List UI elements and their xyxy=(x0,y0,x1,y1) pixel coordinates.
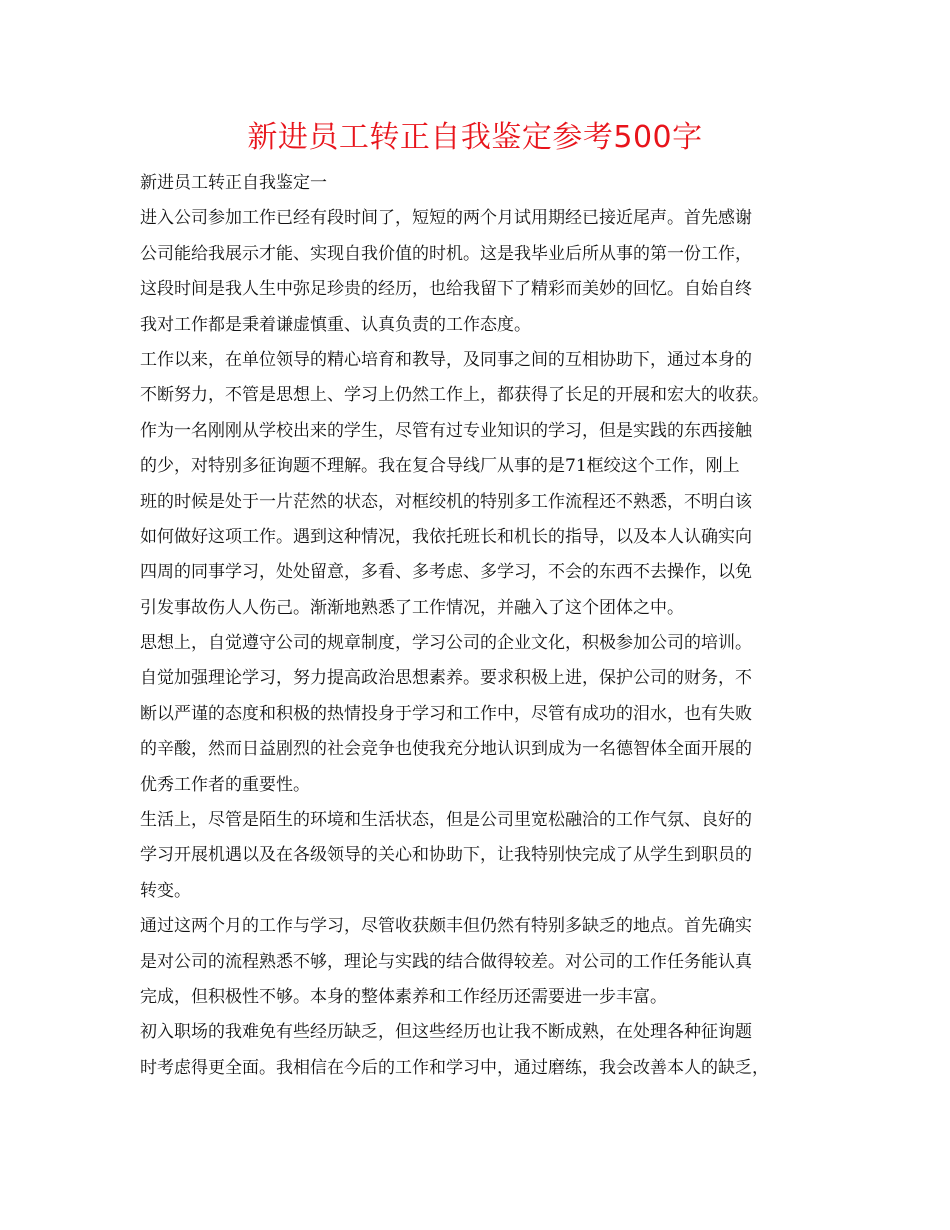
body-line: 通过这两个月的工作与学习，尽管收获颇丰但仍然有特别多缺乏的地点。首先确实 xyxy=(140,916,752,937)
body-line: 自觉加强理论学习，努力提高政治思想素养。要求积极上进，保护公司的财务，不 xyxy=(140,668,752,689)
body-line: 新进员工转正自我鉴定一 xyxy=(140,173,327,193)
body-line: 如何做好这项工作。遇到这种情况，我依托班长和机长的指导，以及本人认确实向 xyxy=(140,526,752,547)
body-line: 的少，对特别多征询题不理解。我在复合导线厂从事的是71框绞这个工作，刚上 xyxy=(140,456,740,477)
body-line: 时考虑得更全面。我相信在今后的工作和学习中，通过磨练，我会改善本人的缺乏， xyxy=(140,1057,769,1078)
body-line: 这段时间是我人生中弥足珍贵的经历，也给我留下了精彩而美妙的回忆。自始自终 xyxy=(140,279,752,300)
body-line: 断以严谨的态度和积极的热情投身于学习和工作中，尽管有成功的泪水，也有失败 xyxy=(140,703,752,724)
body-line: 思想上，自觉遵守公司的规章制度，学习公司的企业文化，积极参加公司的培训。 xyxy=(140,633,752,654)
body-line: 的辛酸，然而日益剧烈的社会竞争也使我充分地认识到成为一名德智体全面开展的 xyxy=(140,739,752,760)
body-line: 作为一名刚刚从学校出来的学生，尽管有过专业知识的学习，但是实践的东西接触 xyxy=(140,420,752,441)
body-line: 公司能给我展示才能、实现自我价值的时机。这是我毕业后所从事的第一份工作， xyxy=(140,243,752,264)
body-line: 四周的同事学习，处处留意，多看、多考虑、多学习，不会的东西不去操作，以免 xyxy=(140,562,752,583)
body-line: 不断努力，不管是思想上、学习上仍然工作上，都获得了长足的开展和宏大的收获。 xyxy=(140,385,769,406)
body-line: 引发事故伤人人伤己。渐渐地熟悉了工作情况，并融入了这个团体之中。 xyxy=(140,597,684,618)
document-title: 新进员工转正自我鉴定参考500字 xyxy=(247,120,703,155)
document-body xyxy=(140,166,830,1086)
body-line: 学习开展机遇以及在各级领导的关心和协助下，让我特别快完成了从学生到职员的 xyxy=(140,845,752,866)
body-line: 转变。 xyxy=(140,880,191,901)
body-line: 班的时候是处于一片茫然的状态，对框绞机的特别多工作流程还不熟悉，不明白该 xyxy=(140,491,752,512)
body-line: 完成，但积极性不够。本身的整体素养和工作经历还需要进一步丰富。 xyxy=(140,986,667,1007)
body-line: 是对公司的流程熟悉不够，理论与实践的结合做得较差。对公司的工作任务能认真 xyxy=(140,951,752,972)
body-line: 优秀工作者的重要性。 xyxy=(140,774,310,795)
body-line: 初入职场的我难免有些经历缺乏，但这些经历也让我不断成熟，在处理各种征询题 xyxy=(140,1022,752,1043)
body-line: 我对工作都是秉着谦虚慎重、认真负责的工作态度。 xyxy=(140,314,531,335)
body-line: 生活上，尽管是陌生的环境和生活状态，但是公司里宽松融洽的工作气氛、良好的 xyxy=(140,810,752,831)
body-line: 工作以来，在单位领导的精心培育和教导，及同事之间的互相协助下，通过本身的 xyxy=(140,349,752,370)
body-line: 进入公司参加工作已经有段时间了，短短的两个月试用期经已接近尾声。首先感谢 xyxy=(140,208,752,229)
